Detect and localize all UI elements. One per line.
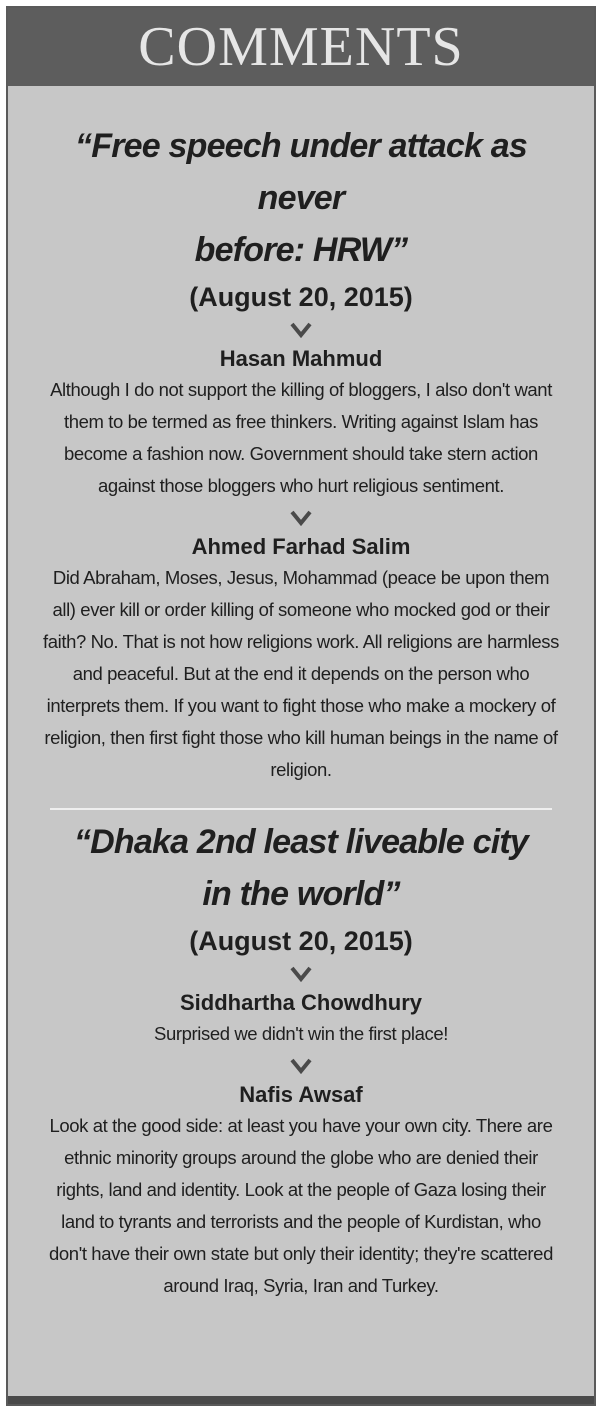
article-block [8, 120, 594, 786]
comment-author: Siddhartha Chowdhury [180, 990, 422, 1015]
comment [8, 988, 594, 1050]
comment-text: Although I do not support the killing of bloggers, I also don't want them to be termed as free thinkers. Writing against Islam has become a fashion now. Government should take stern action against those bloggers who hurt religious sentiment. [50, 379, 552, 496]
article-title [28, 120, 574, 276]
article-title-line: before: HRW” [194, 231, 408, 269]
comment-text: Look at the good side: at least you have your own city. There are ethnic minority groups around the globe who are denied their rights, land and identity. Look at the people of Gaza losing their land to tyrants and terrorists and the people of Kurdistan, who don't have their own state but only their identity; they're scattered around Iraq, Syria, Iran and Turkey. [49, 1115, 553, 1296]
article-title [28, 816, 574, 920]
comment [8, 532, 594, 786]
comment-text: Surprised we didn't win the first place! [154, 1023, 448, 1044]
chevron-down-icon [290, 510, 312, 526]
chevron-down-icon [290, 966, 312, 982]
article-title-line: “Free speech under attack as never [75, 127, 527, 217]
article-date: (August 20, 2015) [189, 282, 413, 312]
article-title-line: in the world” [202, 875, 400, 913]
article-block [8, 816, 594, 1302]
comment-author: Hasan Mahmud [219, 346, 383, 371]
chevron-down-icon [290, 322, 312, 338]
section-header: COMMENTS [8, 8, 594, 86]
comment-author: Ahmed Farhad Salim [191, 534, 411, 559]
comments-panel [6, 6, 596, 1406]
article-date: (August 20, 2015) [189, 926, 413, 956]
article-title-line: “Dhaka 2nd least liveable city [73, 823, 529, 861]
chevron-down-icon [290, 1058, 312, 1074]
section-divider [50, 808, 552, 810]
bottom-rule [8, 1396, 594, 1404]
comment-text: Did Abraham, Moses, Jesus, Mohammad (peace be upon them all) ever kill or order killing of someone who mocked god or their faith? No. That is not how religions work. All religions are harmless and peaceful. But at the end it depends on the person who interprets them. If you want to fight those who make a mockery of religion, then first fight those who kill human beings in the name of religion. [42, 567, 559, 780]
comment [8, 1080, 594, 1302]
comment [8, 344, 594, 502]
comments-content [8, 98, 594, 1302]
comment-author: Nafis Awsaf [239, 1082, 363, 1107]
